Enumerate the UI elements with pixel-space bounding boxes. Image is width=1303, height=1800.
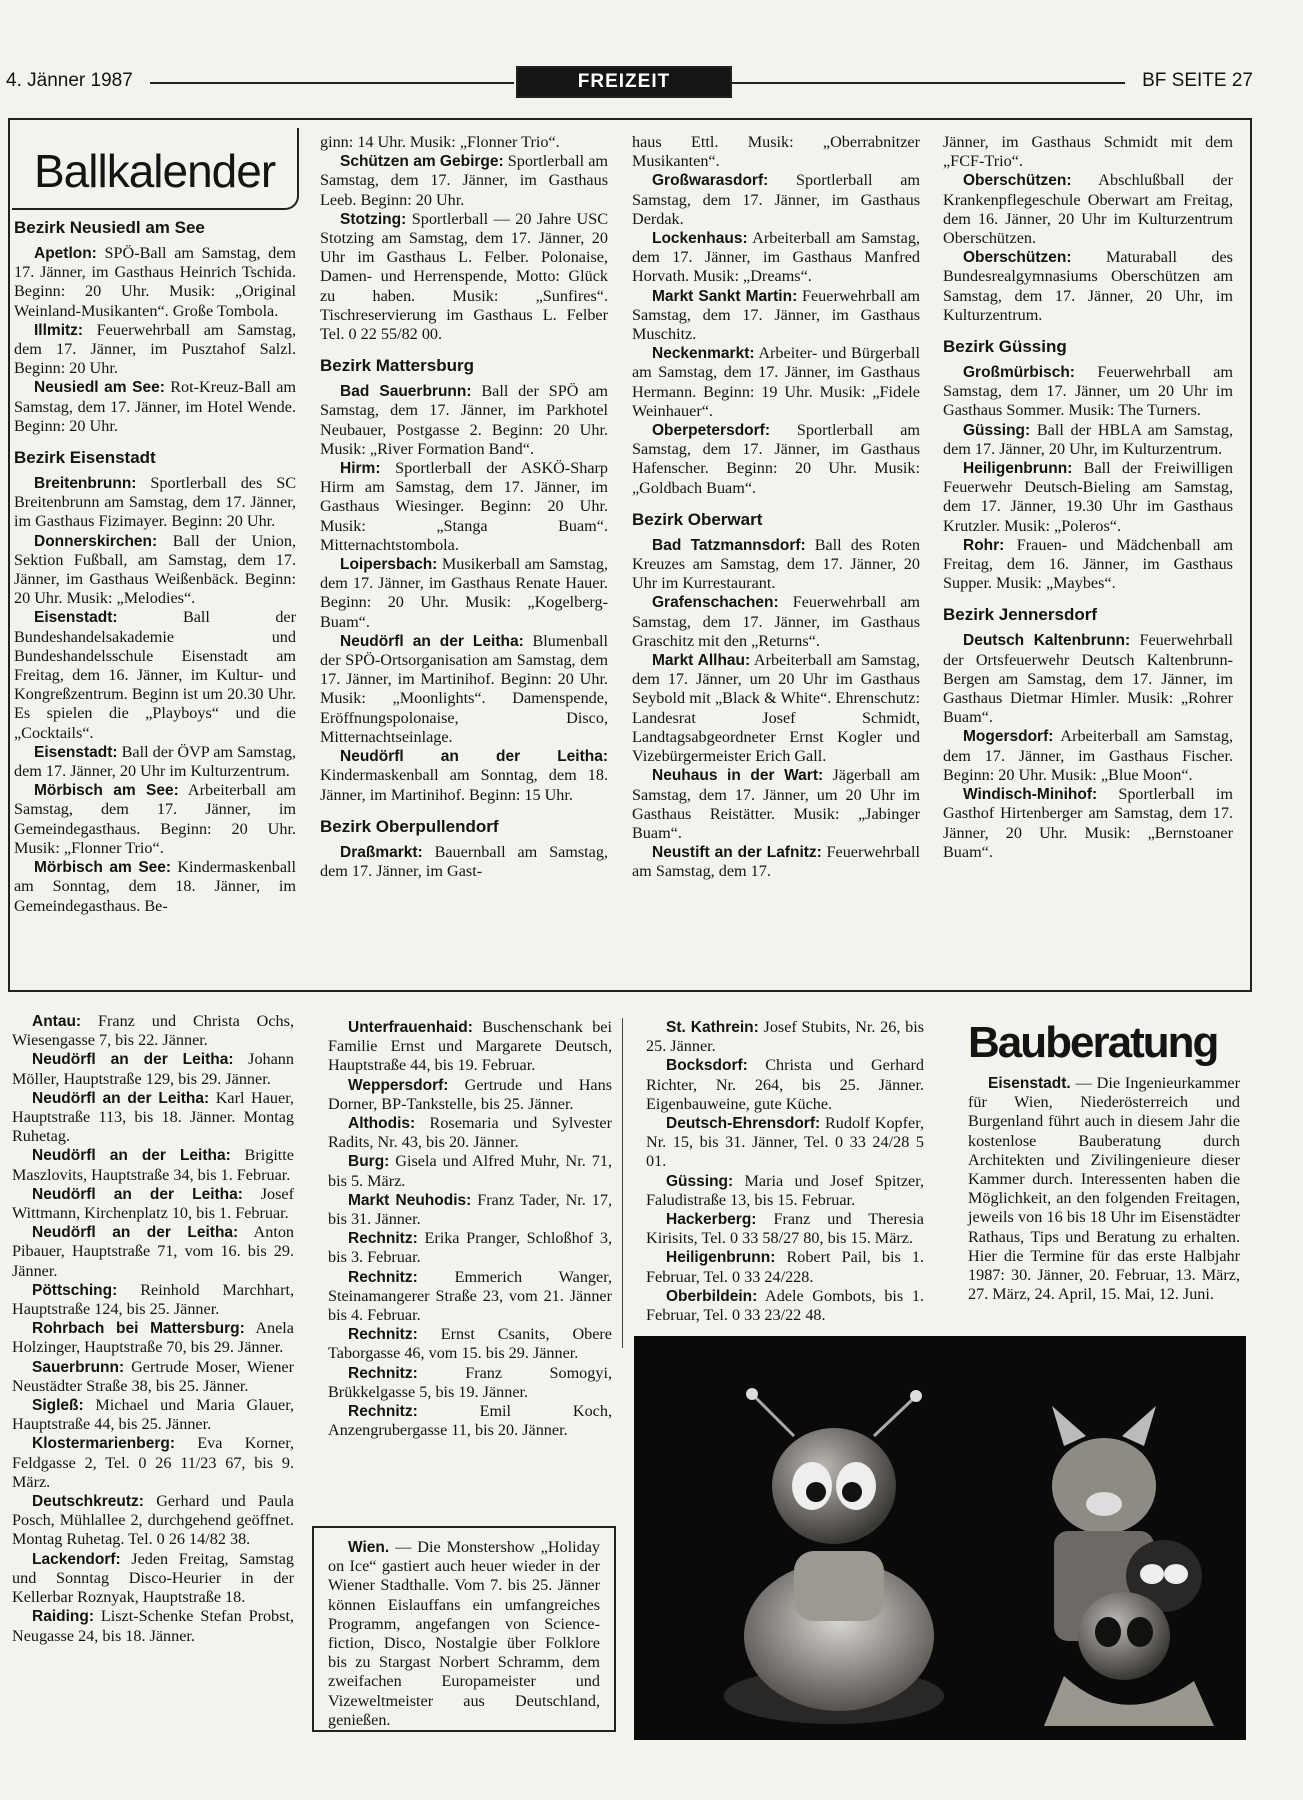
district-heading: Bezirk Güssing (943, 337, 1067, 357)
entry-text: Franz Tader, Nr. 17, bis 31. Jänner. (328, 1190, 612, 1229)
listing-entry (328, 1076, 612, 1114)
entry-text: Sportlerball am Samstag, dem 17. Jänner, im Gasthaus Hafenscher. Beginn: 20 Uhr. Musik: „Goldbach Buam“. (632, 421, 920, 497)
listing-entry (632, 421, 920, 498)
entry-text: Robert Pail, bis 1. Februar, Tel. 0 33 24/228. (646, 1248, 924, 1286)
place-name: Neusiedl am See: (34, 379, 165, 397)
entry-text: Michael und Maria Glauer, Hauptstraße 44, bis 25. Jänner. (12, 1396, 294, 1434)
district-heading: Bezirk Eisenstadt (14, 448, 156, 468)
district-heading: Bezirk Oberpullendorf (320, 816, 499, 836)
place-name: Breitenbrunn: (34, 475, 137, 493)
listing-entry (943, 171, 1233, 248)
listing-entry (328, 1191, 612, 1229)
listing-entry (320, 459, 608, 555)
place-name: Loipersbach: (340, 556, 438, 574)
listing-entry (646, 1114, 924, 1172)
place-name: Weppersdorf: (348, 1076, 449, 1094)
listing-entry (12, 1281, 294, 1319)
listing-entry (14, 378, 296, 436)
bauberatung-text: — Die Ingenieurkammer für Wien, Niederösterreich und Burgenland führt auch in diesem Jahr die kostenlose Bauberatung durch Architekten und Zivilingenieure dieser Kammer durch. Interessenten haben die Möglichkeit, an den folgenden Freitagen, jeweils von 16 bis 18 Uhr im Eisenstädter Rathaus, Tips und Beratung zu erhalten. Hier die Termine für das erste Halbjahr 1987: 30. Jänner, 20. Februar, 13. März, 27. März, 24. April, 15. Mai, 12. Juni. (968, 1074, 1240, 1304)
place-name: Sauerbrunn: (32, 1358, 125, 1376)
place-name: Grafenschachen: (652, 594, 779, 612)
listing-entry (14, 321, 296, 379)
place-name: St. Kathrein: (666, 1019, 759, 1036)
heurigen-column-1 (12, 1012, 294, 1646)
entry-text: Franz und Christa Ochs, Wiesengasse 7, bis 22. Jänner. (12, 1012, 294, 1050)
place-name: Neustift an der Lafnitz: (652, 844, 822, 862)
listing-entry (328, 1268, 612, 1326)
place-name: Neckenmarkt: (652, 345, 755, 363)
entry-text: Johann Möller, Hauptstraße 129, bis 29. Jänner. (12, 1050, 294, 1088)
listing-entry (646, 1172, 924, 1210)
wien-text: — Die Monstershow „Holiday on Ice“ gastiert auch heuer wieder in der Wiener Stadthalle. Vom 7. bis 25. Jänner können Eislauffans ein umfangreiches Programm, angefangen von Science-fiction, Disco, Nostalgie über Folklore bis zu Stargast Norbert Schramm, dem zweifachen Europameister und Vizeweltmeister aus Deutschland, genießen. (328, 1538, 600, 1729)
entry-text: Maturaball des Bundesrealgymnasiums Oberschützen am Samstag, dem 17. Jänner, 20 Uhr, im Kulturzentrum. (943, 248, 1233, 324)
place-name: Unterfrauenhaid: (348, 1019, 473, 1036)
entry-text: Bauernball am Samstag, dem 17. Jänner, im Gast- (320, 842, 608, 880)
listing-entry (12, 1434, 294, 1492)
entry-text: Josef Wittmann, Kirchenplatz 10, bis 1. Februar. (12, 1184, 294, 1223)
place-name: Neudörfl an der Leitha: (340, 748, 608, 766)
entry-text: Franz Somogyi, Brükkelgasse 5, bis 19. Jänner. (328, 1363, 612, 1401)
place-name: Güssing: (666, 1172, 734, 1190)
listing-entry (632, 536, 920, 594)
entry-text: Feuerwehrball der Ortsfeuerwehr Deutsch Kaltenbrunn-Bergen am Samstag, dem 17. Jänner, im Gasthaus Dietmar Himler. Musik: „Rohrer Buam“. (943, 631, 1233, 727)
place-name: Rechnitz: (348, 1268, 418, 1286)
place-name: Lackendorf: (32, 1550, 121, 1568)
listing-entry (320, 382, 608, 459)
place-name: Pöttsching: (32, 1281, 118, 1299)
entry-text: Ball der Union, Sektion Fußball, am Samstag, dem 17. Jänner, im Gasthaus Weißenbäck. Beginn: 20 Uhr. Musik: „Melodies“. (14, 531, 296, 608)
section-tag: FREIZEIT (516, 66, 732, 98)
place-name: Antau: (32, 1013, 82, 1030)
entry-text: Ball der SPÖ am Samstag, dem 17. Jänner, im Parkhotel Neubauer, Postgasse 2. Beginn: 20 Uhr. Musik: „River Formation Band“. (320, 382, 608, 458)
listing-entry (328, 1364, 612, 1402)
listing-entry (328, 1018, 612, 1076)
entry-text: Feuerwehrball am Samstag, dem 17. Jänner, im Pusztahof Salzl. Beginn: 20 Uhr. (14, 320, 296, 378)
place-name: Neudörfl an der Leitha: (32, 1224, 239, 1242)
place-name: Deutschkreutz: (32, 1493, 144, 1511)
listing-entry (320, 632, 608, 747)
place-name: Illmitz: (34, 321, 84, 339)
place-name: Großmürbisch: (963, 364, 1075, 382)
place-name: Stotzing: (340, 210, 407, 228)
entry-text: Rudolf Kopfer, Nr. 15, bis 31. Jänner, Tel. 0 33 24/28 5 01. (646, 1114, 924, 1171)
place-name: Neudörfl an der Leitha: (340, 632, 524, 650)
entry-text: Frauen- und Mädchenball am Freitag, dem 16. Jänner, im Gasthaus Supper. Musik: „Maybes“. (943, 535, 1233, 593)
entry-text: Sportlerball am Samstag, dem 17. Jänner, im Gasthaus Derdak. (632, 171, 920, 228)
listing-entry (12, 1550, 294, 1608)
place-name: Bad Tatzmannsdorf: (652, 536, 806, 554)
place-name: Rechnitz: (348, 1326, 418, 1344)
listing-entry (632, 229, 920, 287)
place-name: Bad Sauerbrunn: (340, 383, 472, 401)
place-name: Lockenhaus: (652, 230, 748, 248)
listing-entry (12, 1012, 294, 1050)
continued-text: Jänner, im Gasthaus Schmidt mit dem „FCF-Trio“. (943, 133, 1233, 171)
column-rule (622, 1018, 623, 1348)
ballkalender-title-box (12, 128, 299, 210)
entry-text: Anela Holzinger, Hauptstraße 70, bis 29. Jänner. (12, 1319, 294, 1357)
place-name: Eisenstadt: (34, 609, 118, 627)
listing-entry (12, 1358, 294, 1396)
ballkalender-column-3 (632, 133, 920, 882)
wien-dateline: Wien. (348, 1539, 390, 1556)
entry-text: Ball der Freiwilligen Feuerwehr Deutsch-Bieling am Samstag, dem 17. Jänner, 19.30 Uhr im Gasthaus Krutzler. Musik: „Poleros“. (943, 459, 1233, 535)
entry-text: Kindermaskenball am Sonntag, dem 18. Jänner, im Martinihof. Beginn: 15 Uhr. (320, 766, 608, 804)
entry-text: Arbeiterball am Samstag, dem 17. Jänner, im Gasthaus Manfred Horvath. Musik: „Dreams“. (632, 229, 920, 286)
entry-text: Rosemaria und Sylvester Radits, Nr. 43, bis 20. Jänner. (328, 1114, 612, 1152)
entry-text: Emmerich Wanger, Steinamangerer Straße 23, vom 21. Jänner bis 4. Februar. (328, 1267, 612, 1325)
listing-entry (12, 1492, 294, 1550)
entry-text: Ball der ÖVP am Samstag, dem 17. Jänner, 20 Uhr im Kulturzentrum. (14, 742, 296, 781)
header-rule-right (730, 82, 1125, 84)
place-name: Güssing: (963, 421, 1031, 439)
entry-text: Franz und Theresia Kirisits, Tel. 0 33 58/27 80, bis 15. März. (646, 1210, 924, 1248)
place-name: Neudörfl an der Leitha: (32, 1185, 243, 1203)
holiday-on-ice-photo (634, 1336, 1246, 1740)
entry-text: Feuerwehrball am Samstag, dem 17. (632, 843, 920, 881)
entry-text: Sportlerball im Gasthof Hirtenberger am Samstag, dem 17. Jänner, 20 Uhr. Musik: „Bernstoaner Buam“. (943, 785, 1233, 861)
place-name: Oberpetersdorf: (652, 422, 770, 440)
place-name: Hackerberg: (666, 1211, 757, 1229)
entry-text: Jeden Freitag, Samstag und Sonntag Disco-Heurier in der Kellerbar Roznyak, Hauptstraße 18. (12, 1549, 294, 1607)
place-name: Eisenstadt: (34, 743, 118, 761)
place-name: Rohrbach bei Mattersburg: (32, 1320, 245, 1338)
listing-entry (328, 1325, 612, 1363)
page-header (0, 62, 1303, 98)
place-name: Rechnitz: (348, 1403, 418, 1421)
costume-figures-illustration (634, 1336, 1246, 1740)
entry-text: Christa und Gerhard Richter, Nr. 264, bis 25. Jänner. Eigenbauweine, gute Küche. (646, 1056, 924, 1113)
bauberatung-dateline: Eisenstadt. (988, 1075, 1071, 1092)
entry-text: Arbeiterball am Samstag, dem 17. Jänner, im Gasthaus Fischer. Beginn: 20 Uhr. Musik: „Blue Moon“. (943, 727, 1233, 784)
listing-entry (12, 1050, 294, 1088)
continued-text: ginn: 14 Uhr. Musik: „Flonner Trio“. (320, 133, 560, 151)
listing-entry (943, 421, 1233, 459)
entry-text: Adele Gombots, bis 1. Februar, Tel. 0 33 23/22 48. (646, 1286, 924, 1325)
ballkalender-column-4 (943, 133, 1233, 862)
bauberatung-article (968, 1018, 1240, 1304)
listing-entry (632, 171, 920, 229)
place-name: Oberschützen: (963, 172, 1072, 190)
listing-entry (328, 1114, 612, 1152)
place-name: Rohr: (963, 536, 1005, 554)
place-name: Großwarasdorf: (652, 172, 769, 190)
listing-entry (632, 593, 920, 651)
listing-entry (12, 1319, 294, 1357)
heurigen-column-2 (328, 1018, 612, 1440)
place-name: Donnerskirchen: (34, 532, 158, 550)
listing-entry (328, 1229, 612, 1267)
listing-entry (646, 1210, 924, 1248)
listing-entry (943, 631, 1233, 727)
place-name: Hirm: (340, 460, 381, 478)
district-heading: Bezirk Mattersburg (320, 356, 474, 376)
listing-entry (943, 248, 1233, 325)
listing-entry (14, 743, 296, 781)
place-name: Oberschützen: (963, 249, 1072, 267)
place-name: Mogersdorf: (963, 728, 1054, 746)
listing-entry (632, 651, 920, 766)
entry-text: Buschenschank bei Familie Ernst und Margarete Deutsch, Hauptstraße 44, bis 19. Februar. (328, 1018, 612, 1075)
district-heading: Bezirk Jennersdorf (943, 605, 1097, 625)
place-name: Rechnitz: (348, 1230, 418, 1248)
place-name: Neudörfl an der Leitha: (32, 1147, 231, 1165)
listing-entry (646, 1056, 924, 1114)
entry-text: Josef Stubits, Nr. 26, bis 25. Jänner. (646, 1018, 924, 1056)
place-name: Apetlon: (34, 245, 97, 262)
listing-entry (12, 1185, 294, 1223)
listing-entry (320, 843, 608, 881)
entry-text: Liszt-Schenke Stefan Probst, Neugasse 24, bis 18. Jänner. (12, 1607, 294, 1645)
place-name: Sigleß: (32, 1397, 84, 1415)
entry-text: Karl Hauer, Hauptstraße 113, bis 18. Jänner. Montag Ruhetag. (12, 1088, 294, 1146)
entry-text: Feuerwehrball am Samstag, dem 17. Jänner, im Gasthaus Muschitz. (632, 286, 920, 344)
listing-entry (632, 287, 920, 345)
listing-entry (328, 1402, 612, 1440)
listing-entry (943, 785, 1233, 862)
listing-entry (12, 1089, 294, 1147)
entry-text: Blumenball der SPÖ-Ortsorganisation am Samstag, dem 17. Jänner, im Martinihof. Beginn: 20 Uhr. Musik: „Moonlights“. Damenspende, Eröffnungspolonaise, Disco, Mitternachtseinlage. (320, 631, 609, 746)
listing-entry (14, 608, 296, 742)
issue-date: 4. Jänner 1987 (6, 70, 133, 91)
entry-text: Emil Koch, Anzengrubergasse 11, bis 20. Jänner. (328, 1402, 612, 1440)
entry-text: Sportlerball des SC Breitenbrunn am Samstag, dem 17. Jänner, im Gasthaus Fizimayer. Beginn: 20 Uhr. (14, 474, 296, 531)
entry-text: Gertrude Moser, Wiener Neustädter Straße 38, bis 25. Jänner. (12, 1357, 294, 1395)
district-heading: Bezirk Neusiedl am See (14, 218, 205, 237)
entry-text: Ball der Bundeshandelsakademie und Bundeshandelsschule Eisenstadt am Freitag, dem 16. Jänner, im Kultur- und Kongreßzentrum. Beginn ist um 20.30 Uhr. Es spielen die „Playboys“ und die „Cocktails“. (14, 608, 296, 742)
entry-text: Kindermaskenball am Sonntag, dem 18. Jänner, im Gemeindegasthaus. Be- (14, 858, 297, 915)
listing-entry (632, 766, 920, 843)
listing-entry (320, 747, 608, 805)
entry-text: Maria und Josef Spitzer, Faludistraße 13, bis 15. Februar. (646, 1171, 924, 1209)
district-heading: Bezirk Oberwart (632, 509, 763, 529)
place-name: Markt Neuhodis: (348, 1191, 472, 1209)
entry-text: SPÖ-Ball am Samstag, dem 17. Jänner, im Gasthaus Heinrich Tschida. Beginn: 20 Uhr. Musik: „Original Weinland-Musikanten“. Große Tombola. (14, 244, 296, 320)
listing-entry (14, 532, 296, 609)
continued-text: haus Ettl. Musik: „Oberrabnitzer Musikanten“. (632, 133, 920, 171)
entry-text: Sportlerball am Samstag, dem 17. Jänner, im Gasthaus Leeb. Beginn: 20 Uhr. (320, 152, 608, 209)
entry-text: Arbeiterball am Samstag, dem 17. Jänner, um 20 Uhr im Gasthaus Seybold mit „Black & White“. Ehrenschutz: Landesrat Josef Schmidt, Landtagsabgeordneter Ernst Kogler und Vizebürgermeister Erich Gall. (632, 651, 920, 766)
listing-entry (12, 1223, 294, 1281)
listing-entry (943, 459, 1233, 536)
entry-text: Brigitte Maszlovits, Hauptstraße 34, bis 1. Februar. (12, 1146, 294, 1184)
place-name: Windisch-Minihof: (963, 786, 1098, 804)
listing-entry (14, 474, 296, 532)
ballkalender-column-1 (14, 218, 296, 916)
listing-entry (943, 727, 1233, 785)
place-name: Rechnitz: (348, 1364, 418, 1382)
place-name: Neudörfl an der Leitha: (32, 1051, 234, 1069)
entry-text: Musikerball am Samstag, dem 17. Jänner, im Gasthaus Renate Hauer. Beginn: 20 Uhr. Musik: „Kogelberg-Buam“. (320, 555, 608, 631)
place-name: Mörbisch am See: (34, 859, 172, 877)
listing-entry (12, 1607, 294, 1645)
place-name: Deutsch Kaltenbrunn: (963, 632, 1131, 650)
place-name: Neuhaus in der Wart: (652, 767, 824, 785)
place-name: Heiligenbrunn: (963, 460, 1073, 478)
place-name: Heiligenbrunn: (666, 1249, 776, 1267)
listing-entry (320, 210, 608, 344)
place-name: Deutsch-Ehrensdorf: (666, 1115, 821, 1133)
entry-text: Arbeiter- und Bürgerball am Samstag, dem 17. Jänner, im Gasthaus Hermann. Beginn: 19 Uhr. Musik: „Fidele Weinhauer“. (632, 344, 920, 420)
place-name: Markt Sankt Martin: (652, 287, 798, 305)
entry-text: Gerhard und Paula Posch, Mühlallee 2, durchgehend geöffnet. Montag Ruhetag. Tel. 0 26 14/82 38. (12, 1492, 294, 1549)
entry-text: Gisela und Alfred Muhr, Nr. 71, bis 5. März. (328, 1152, 612, 1190)
listing-entry (943, 363, 1233, 421)
entry-text: Rot-Kreuz-Ball am Samstag, dem 17. Jänner, im Hotel Wende. Beginn: 20 Uhr. (14, 378, 297, 435)
listing-entry (632, 843, 920, 881)
page-number: BF SEITE 27 (1142, 70, 1253, 91)
place-name: Schützen am Gebirge: (340, 153, 504, 171)
entry-text: Sportlerball — 20 Jahre USC Stotzing am Samstag, dem 17. Jänner, 20 Uhr im Gasthaus L. Felber. Polonaise, Damen- und Herrenspende, Motto: Glück zu haben. Musik: „Sunfires“. Tischreservierung im Gasthaus L. Felber Tel. 0 22 55/82 00. (320, 209, 608, 344)
entry-text: Abschlußball der Krankenpflegeschule Oberwart am Freitag, dem 16. Jänner, 20 Uhr im Kulturzentrum Oberschützen. (943, 171, 1233, 248)
listing-entry (320, 152, 608, 210)
listing-entry (943, 536, 1233, 594)
place-name: Mörbisch am See: (34, 782, 179, 800)
place-name: Bocksdorf: (666, 1057, 748, 1075)
listing-entry (646, 1287, 924, 1325)
entry-text: Erika Pranger, Schloßhof 3, bis 3. Februar. (328, 1229, 612, 1267)
place-name: Althodis: (348, 1115, 416, 1133)
listing-entry (12, 1146, 294, 1184)
entry-text: Ball des Roten Kreuzes am Samstag, dem 17. Jänner, 20 Uhr im Kurrestaurant. (632, 535, 920, 593)
place-name: Markt Allhau: (652, 652, 751, 670)
entry-text: Reinhold Marchhart, Hauptstraße 124, bis 25. Jänner. (12, 1280, 294, 1319)
entry-text: Feuerwehrball am Samstag, dem 17. Jänner, im Gasthaus Graschitz mit den „Returns“. (632, 593, 920, 650)
listing-entry (14, 781, 296, 858)
header-rule-left (150, 82, 514, 84)
listing-entry (320, 555, 608, 632)
listing-entry (14, 858, 296, 916)
entry-text: Sportlerball der ASKÖ-Sharp Hirm am Samstag, dem 17. Jänner, im Gasthaus Wiesinger. Beginn: 20 Uhr. Musik: „Stanga Buam“. Mitternachtstombola. (320, 459, 608, 554)
bauberatung-title: Bauberatung (968, 1018, 1218, 1067)
listing-entry (632, 344, 920, 421)
listing-entry (14, 244, 296, 321)
ballkalender-column-2 (320, 133, 608, 881)
place-name: Neudörfl an der Leitha: (32, 1089, 210, 1107)
ballkalender-title: Ballkalender (34, 145, 276, 197)
place-name: Raiding: (32, 1608, 94, 1626)
place-name: Draßmarkt: (340, 843, 423, 861)
wien-article-box (312, 1526, 616, 1732)
entry-text: Jägerball am Samstag, dem 17. Jänner, um 20 Uhr im Gasthaus Reistätter. Musik: „Jabinger Buam“. (632, 766, 920, 842)
place-name: Burg: (348, 1153, 390, 1171)
listing-entry (646, 1018, 924, 1056)
place-name: Oberbildein: (666, 1287, 758, 1305)
entry-text: Eva Korner, Feldgasse 2, Tel. 0 26 11/23 67, bis 9. März. (12, 1434, 294, 1491)
entry-text: Gertrude und Hans Dorner, BP-Tankstelle, bis 25. Jänner. (328, 1075, 612, 1113)
place-name: Klostermarienberg: (32, 1435, 175, 1453)
heurigen-column-3 (646, 1018, 924, 1325)
entry-text: Ernst Csanits, Obere Taborgasse 46, vom 15. bis 29. Jänner. (328, 1325, 612, 1363)
listing-entry (12, 1396, 294, 1434)
entry-text: Anton Pibauer, Hauptstraße 71, vom 16. bis 29. Jänner. (12, 1223, 295, 1280)
listing-entry (328, 1152, 612, 1190)
entry-text: Arbeiterball am Samstag, dem 17. Jänner, im Gemeindegasthaus. Beginn: 20 Uhr. Musik: „Flonner Trio“. (14, 781, 296, 857)
entry-text: Ball der HBLA am Samstag, dem 17. Jänner, 20 Uhr, im Kulturzentrum. (943, 420, 1233, 458)
listing-entry (646, 1248, 924, 1286)
entry-text: Feuerwehrball am Samstag, dem 17. Jänner, um 20 Uhr im Gasthaus Sommer. Musik: The Turners. (943, 363, 1233, 420)
